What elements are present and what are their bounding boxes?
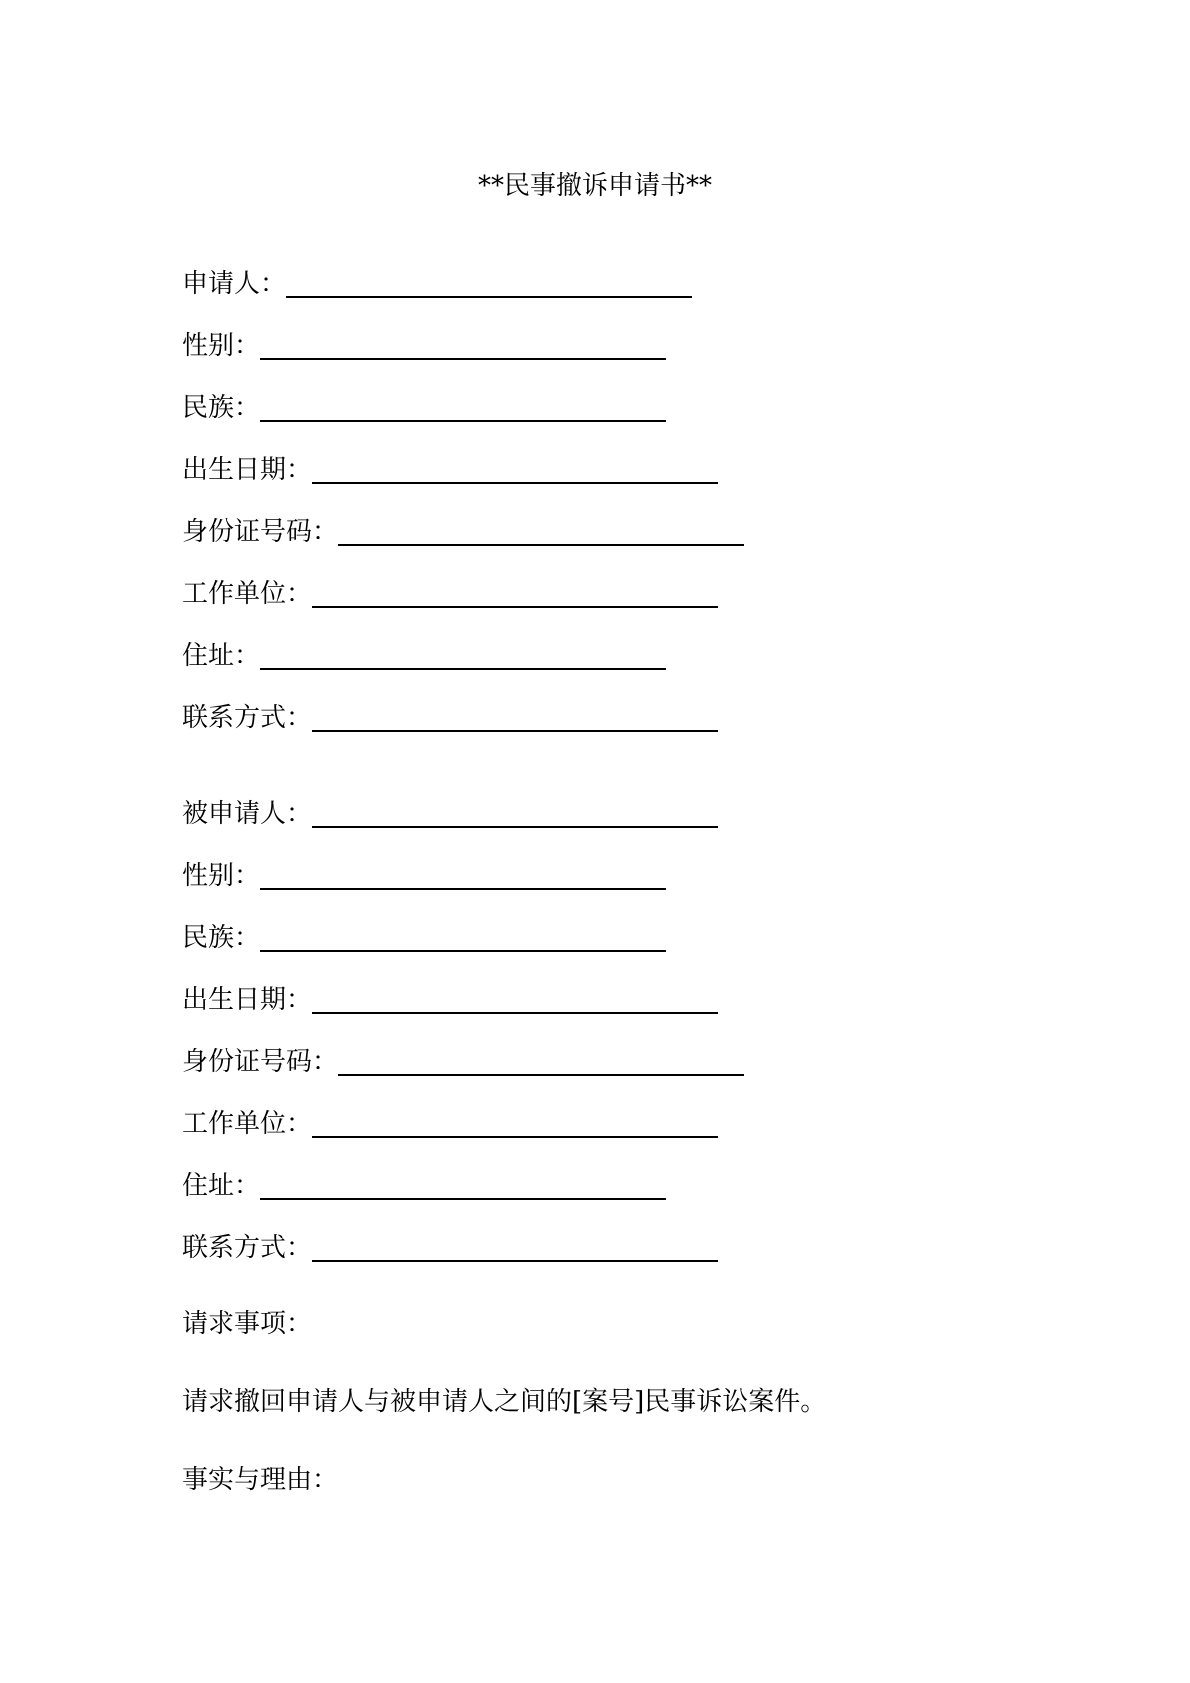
applicant-name-row — [182, 266, 692, 302]
facts-heading: 事实与理由： — [182, 1465, 339, 1495]
applicant-ethnicity-label: 民族： — [182, 393, 261, 423]
applicant-address-row — [182, 638, 666, 674]
respondent-gender-row — [182, 858, 666, 894]
respondent-name-field[interactable] — [312, 826, 718, 828]
applicant-ethnicity-field[interactable] — [260, 420, 666, 422]
respondent-employer-row — [182, 1106, 718, 1142]
applicant-employer-label: 工作单位： — [182, 579, 313, 609]
applicant-address-label: 住址： — [182, 641, 261, 671]
applicant-name-field[interactable] — [286, 296, 692, 298]
applicant-id-number-field[interactable] — [338, 544, 744, 546]
applicant-employer-row — [182, 576, 718, 612]
applicant-contact-field[interactable] — [312, 730, 718, 732]
respondent-birthdate-label: 出生日期： — [182, 985, 313, 1015]
applicant-ethnicity-row — [182, 390, 666, 426]
respondent-id-number-label: 身份证号码： — [182, 1047, 339, 1077]
respondent-address-field[interactable] — [260, 1198, 666, 1200]
respondent-contact-row — [182, 1230, 718, 1266]
respondent-id-number-field[interactable] — [338, 1074, 744, 1076]
applicant-id-number-label: 身份证号码： — [182, 517, 339, 547]
applicant-gender-row — [182, 328, 666, 364]
respondent-employer-field[interactable] — [312, 1136, 718, 1138]
applicant-id-number-row — [182, 514, 744, 550]
respondent-ethnicity-row — [182, 920, 666, 956]
applicant-name-label: 申请人： — [182, 269, 287, 299]
applicant-contact-label: 联系方式： — [182, 703, 313, 733]
page-title: **民事撤诉申请书** — [477, 171, 712, 201]
applicant-birthdate-field[interactable] — [312, 482, 718, 484]
respondent-name-label: 被申请人： — [182, 799, 313, 829]
applicant-birthdate-row — [182, 452, 718, 488]
respondent-gender-field[interactable] — [260, 888, 666, 890]
respondent-address-label: 住址： — [182, 1171, 261, 1201]
respondent-contact-field[interactable] — [312, 1260, 718, 1262]
respondent-birthdate-field[interactable] — [312, 1012, 718, 1014]
respondent-name-row — [182, 796, 718, 832]
respondent-employer-label: 工作单位： — [182, 1109, 313, 1139]
applicant-contact-row — [182, 700, 718, 736]
request-text: 请求撤回申请人与被申请人之间的[案号]民事诉讼案件。 — [182, 1387, 827, 1417]
respondent-address-row — [182, 1168, 666, 1204]
applicant-gender-label: 性别： — [182, 331, 261, 361]
respondent-ethnicity-field[interactable] — [260, 950, 666, 952]
applicant-gender-field[interactable] — [260, 358, 666, 360]
applicant-birthdate-label: 出生日期： — [182, 455, 313, 485]
applicant-address-field[interactable] — [260, 668, 666, 670]
respondent-birthdate-row — [182, 982, 718, 1018]
respondent-id-number-row — [182, 1044, 744, 1080]
applicant-employer-field[interactable] — [312, 606, 718, 608]
respondent-contact-label: 联系方式： — [182, 1233, 313, 1263]
respondent-ethnicity-label: 民族： — [182, 923, 261, 953]
respondent-gender-label: 性别： — [182, 861, 261, 891]
request-heading: 请求事项： — [182, 1309, 313, 1339]
